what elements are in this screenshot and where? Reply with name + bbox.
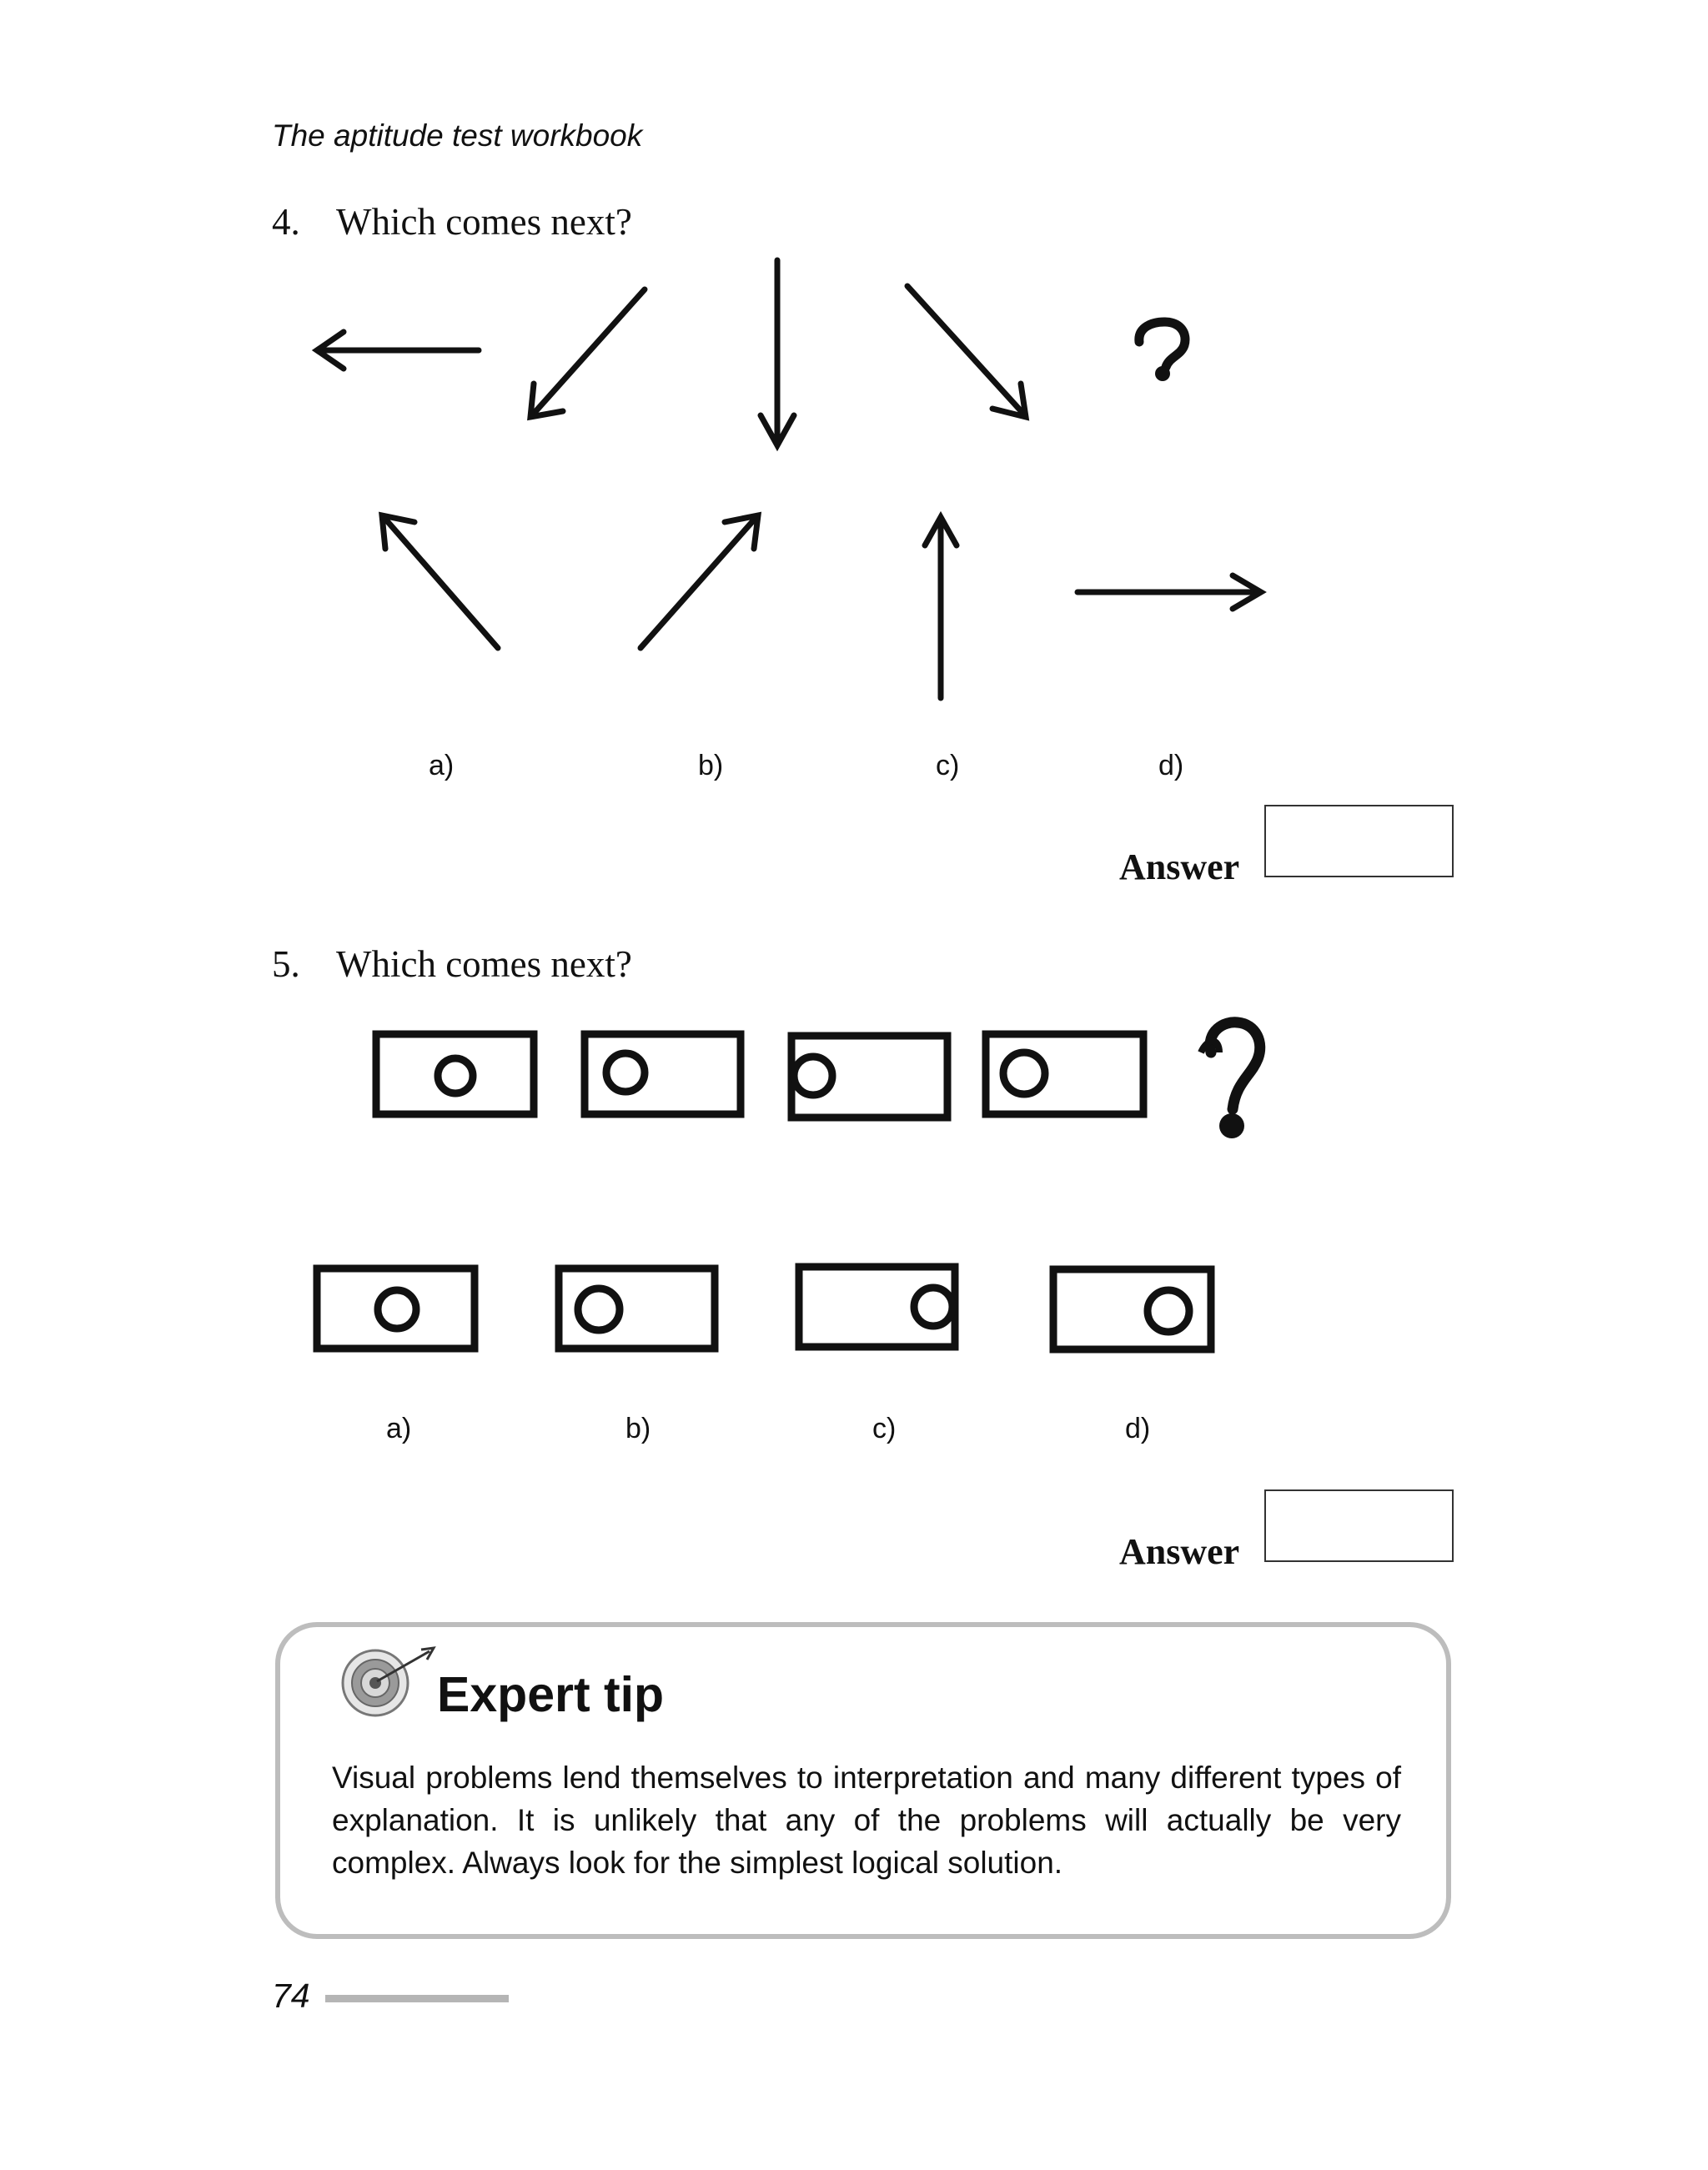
question-5-prompt: Which comes next? — [336, 943, 632, 985]
q5-option-b-label[interactable]: b) — [625, 1413, 651, 1444]
expert-tip-body: Visual problems lend themselves to interpretation and many different types of explanation. It is unlikely that any of the problems will actually be very complex. Always look for the simplest logical solution. — [332, 1761, 1401, 1880]
question-mark-icon — [1201, 1022, 1260, 1138]
rectangle-circle-icon — [376, 1034, 534, 1114]
rectangle-circle-icon — [585, 1034, 741, 1114]
q5-answer-box[interactable] — [1264, 1489, 1454, 1562]
question-4-prompt: Which comes next? — [336, 201, 632, 243]
option-b-arrow-up-right-icon — [640, 515, 758, 648]
question-4-number: 4. — [272, 201, 300, 243]
option-c-rectangle-circle-icon — [799, 1267, 955, 1347]
arrow-down-icon — [761, 260, 794, 445]
option-d-arrow-right-icon — [1078, 575, 1261, 609]
option-d-rectangle-circle-icon — [1053, 1269, 1211, 1349]
option-a-rectangle-circle-icon — [317, 1268, 475, 1349]
arrow-left-icon — [317, 332, 479, 369]
q4-option-d-label[interactable]: d) — [1158, 750, 1184, 781]
running-head: The aptitude test workbook — [272, 118, 643, 153]
arrow-down-right-icon — [907, 286, 1026, 417]
question-mark-icon — [1139, 322, 1185, 381]
q5-option-c-label[interactable]: c) — [872, 1413, 897, 1444]
q5-option-d-label[interactable]: d) — [1125, 1413, 1151, 1444]
q5-answer-label: Answer — [1119, 1531, 1240, 1572]
q4-option-c-label[interactable]: c) — [936, 750, 960, 781]
rectangle-circle-icon — [791, 1036, 947, 1118]
arrow-down-left-icon — [530, 289, 645, 417]
footer-rule — [325, 1995, 509, 2002]
q4-option-b-label[interactable]: b) — [698, 750, 724, 781]
option-c-arrow-up-icon — [925, 517, 957, 698]
option-a-arrow-up-left-icon — [382, 515, 498, 648]
q5-option-a-label[interactable]: a) — [386, 1413, 412, 1444]
q4-answer-box[interactable] — [1264, 805, 1454, 877]
expert-tip-title: Expert tip — [437, 1667, 665, 1722]
question-5-number: 5. — [272, 943, 300, 985]
option-b-rectangle-circle-icon — [559, 1268, 715, 1349]
rectangle-circle-icon — [986, 1034, 1143, 1114]
page-number: 74 — [272, 1977, 310, 2015]
q4-answer-label: Answer — [1119, 846, 1240, 887]
q4-option-a-label[interactable]: a) — [429, 750, 455, 781]
